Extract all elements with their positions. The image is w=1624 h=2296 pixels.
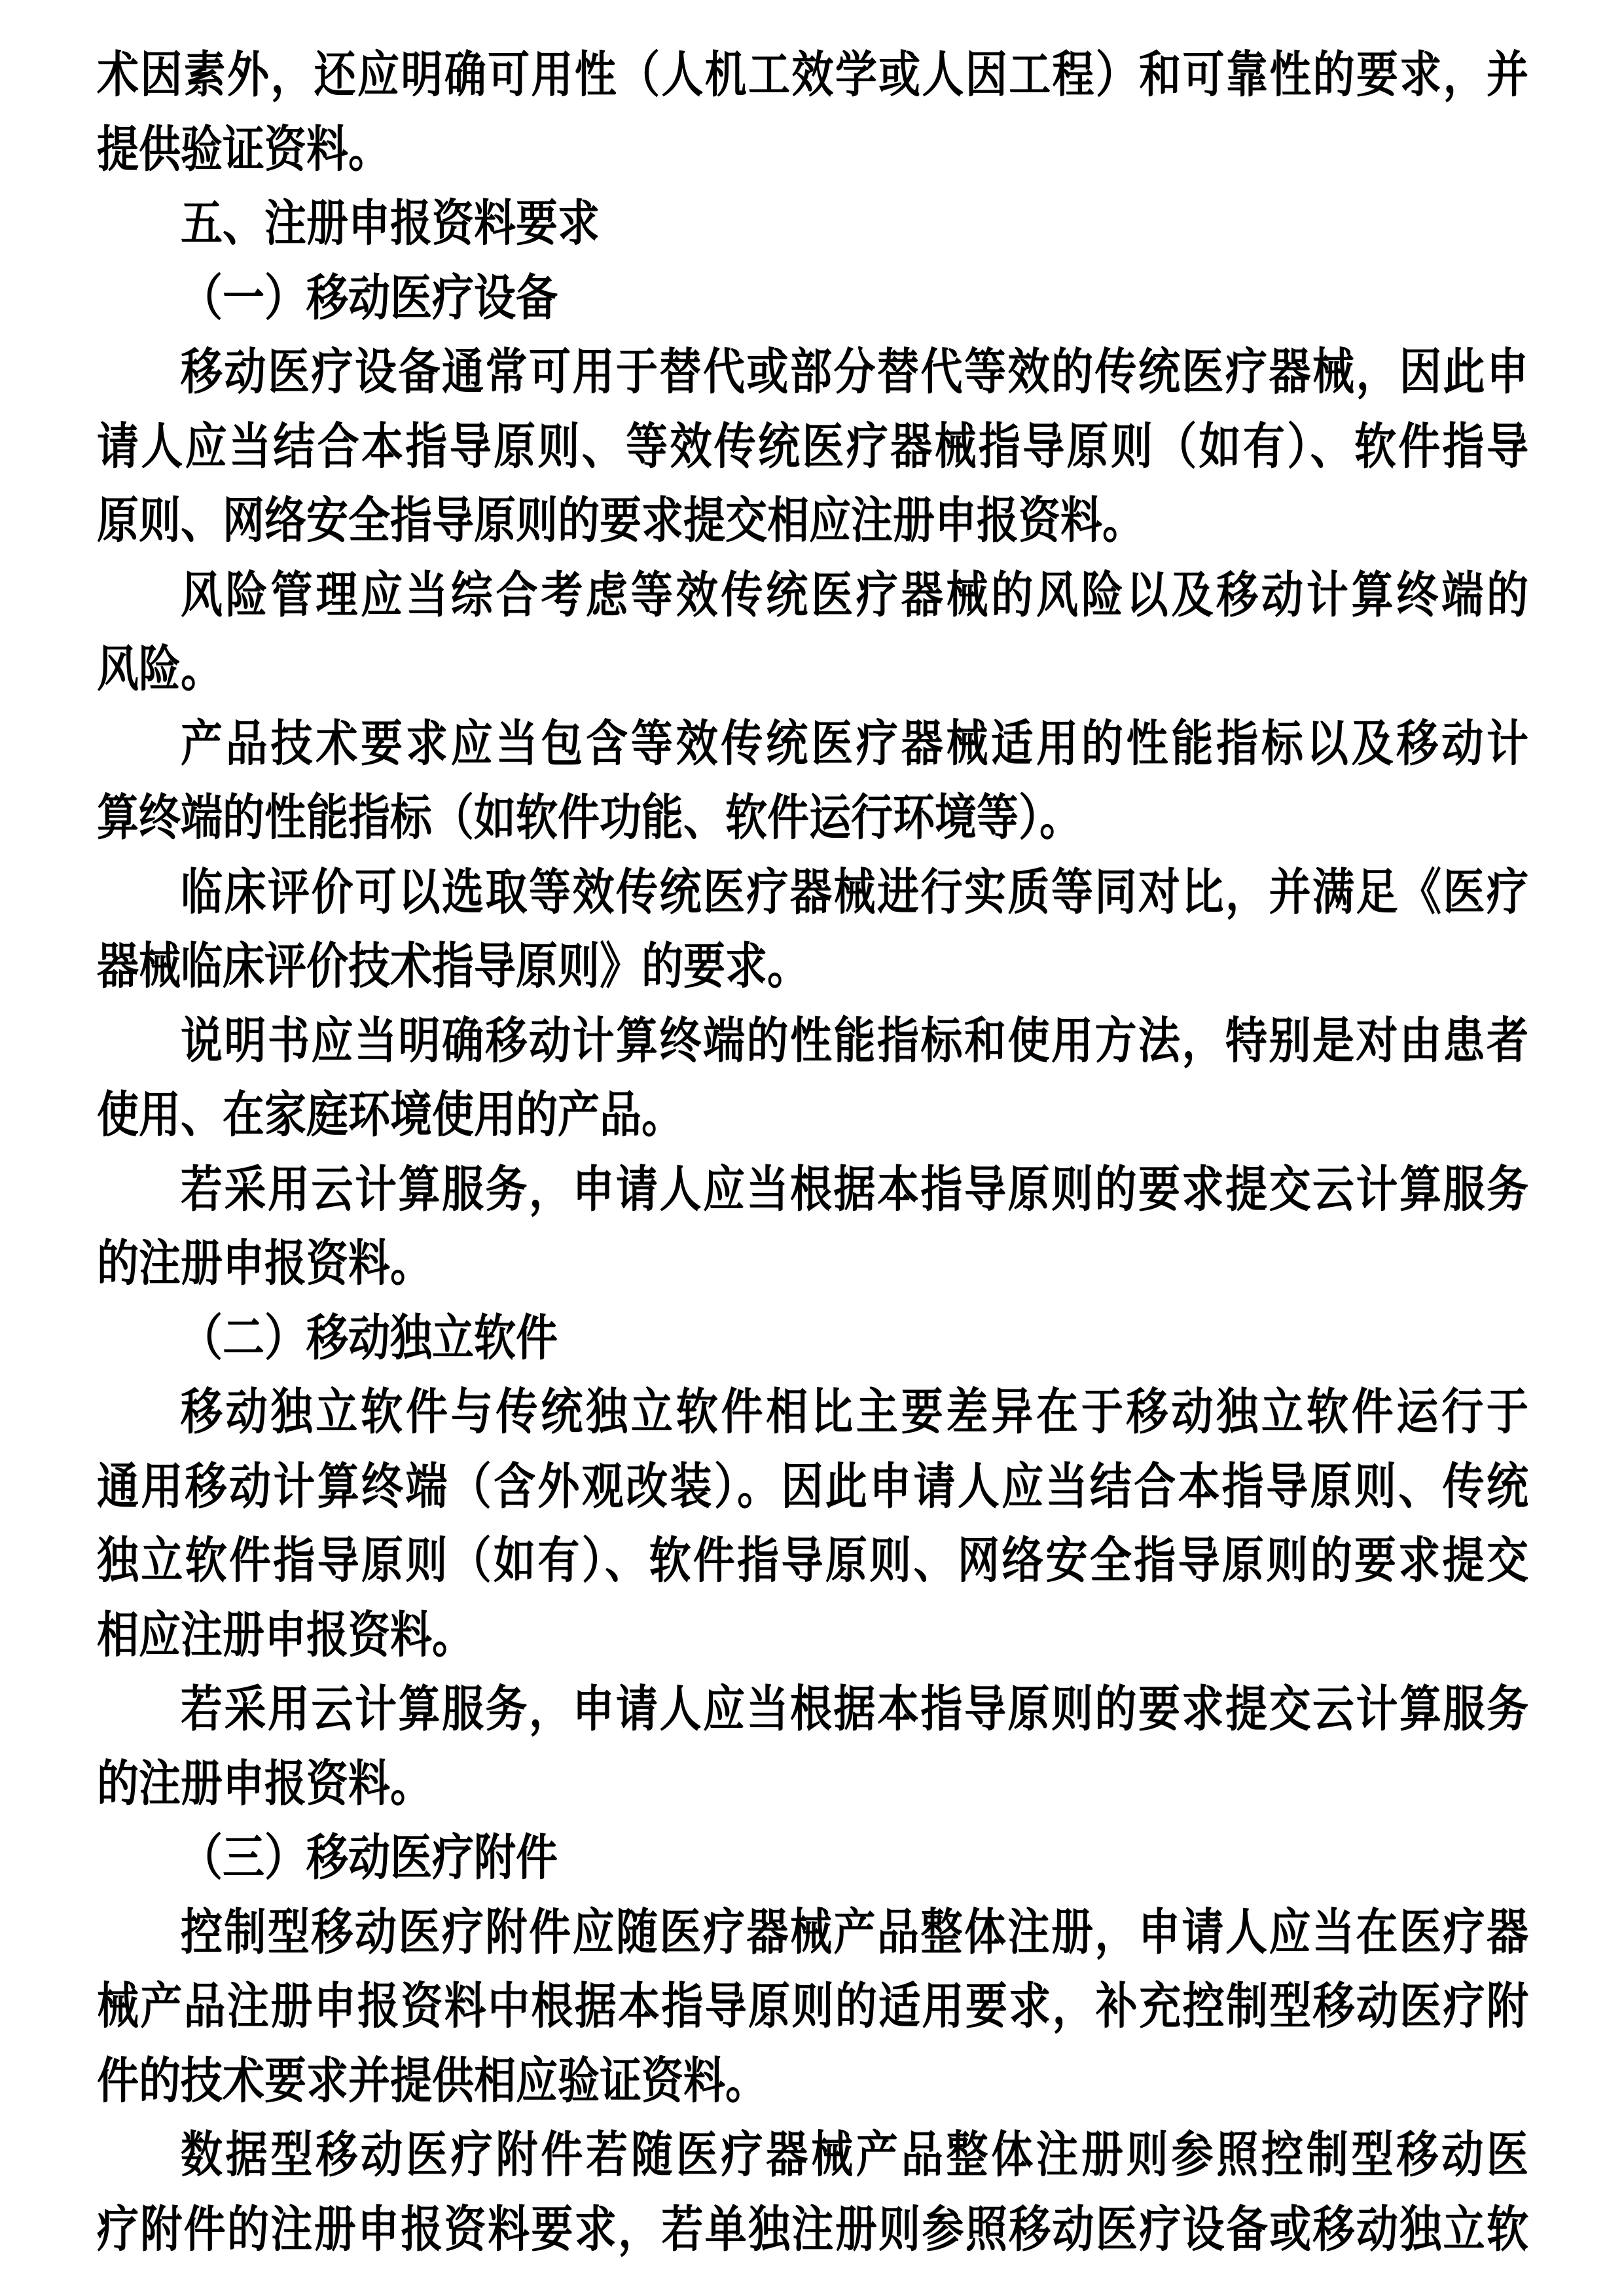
text-line: （二）移动独立软件: [181, 1309, 558, 1365]
text-line: 控制型移动医疗附件应随医疗器械产品整体注册，申请人应当在医疗器: [181, 1903, 1528, 1960]
text-line: 独立软件指导原则（如有）、软件指导原则、网络安全指导原则的要求提交: [97, 1532, 1528, 1588]
text-line: 相应注册申报资料。: [97, 1606, 474, 1662]
text-line: 移动医疗设备通常可用于替代或部分替代等效的传统医疗器械，因此申: [181, 344, 1528, 400]
text-line: 临床评价可以选取等效传统医疗器械进行实质等同对比，并满足《医疗: [181, 863, 1528, 920]
text-line: 移动独立软件与传统独立软件相比主要差异在于移动独立软件运行于: [181, 1384, 1528, 1440]
text-line: 疗附件的注册申报资料要求，若单独注册则参照移动医疗设备或移动独立软: [97, 2200, 1528, 2257]
text-line: 通用移动计算终端（含外观改装）。因此申请人应当结合本指导原则、传统: [97, 1458, 1528, 1514]
text-line: 说明书应当明确移动计算终端的性能指标和使用方法，特别是对由患者: [181, 1012, 1528, 1068]
text-line: 算终端的性能指标（如软件功能、软件运行环境等）。: [97, 789, 1081, 846]
text-line: 产品技术要求应当包含等效传统医疗器械适用的性能指标以及移动计: [181, 715, 1528, 771]
text-line: 请人应当结合本指导原则、等效传统医疗器械指导原则（如有）、软件指导: [97, 418, 1528, 474]
text-line: （三）移动医疗附件: [181, 1829, 558, 1886]
text-line: 件的技术要求并提供相应验证资料。: [97, 2052, 767, 2108]
text-line: 器械临床评价技术指导原则》的要求。: [97, 938, 809, 994]
text-line: 五、注册申报资料要求: [181, 195, 600, 251]
text-line: 使用、在家庭环境使用的产品。: [97, 1086, 683, 1143]
text-line: 术因素外，还应明确可用性（人机工效学或人因工程）和可靠性的要求，并: [97, 46, 1528, 103]
text-line: 提供验证资料。: [97, 120, 390, 177]
text-line: 风险管理应当综合考虑等效传统医疗器械的风险以及移动计算终端的: [181, 566, 1528, 622]
text-line: 的注册申报资料。: [97, 1235, 432, 1291]
text-line: 原则、网络安全指导原则的要求提交相应注册申报资料。: [97, 492, 1144, 548]
text-line: 风险。: [97, 641, 223, 697]
text-line: 若采用云计算服务，申请人应当根据本指导原则的要求提交云计算服务: [181, 1160, 1528, 1217]
text-line: 数据型移动医疗附件若随医疗器械产品整体注册则参照控制型移动医: [181, 2126, 1528, 2183]
document-body: [97, 38, 1528, 2267]
text-line: 的注册申报资料。: [97, 1755, 432, 1811]
text-line: 若采用云计算服务，申请人应当根据本指导原则的要求提交云计算服务: [181, 1681, 1528, 1737]
text-line: 械产品注册申报资料中根据本指导原则的适用要求，补充控制型移动医疗附: [97, 1978, 1528, 2034]
text-line: （一）移动医疗设备: [181, 269, 558, 325]
